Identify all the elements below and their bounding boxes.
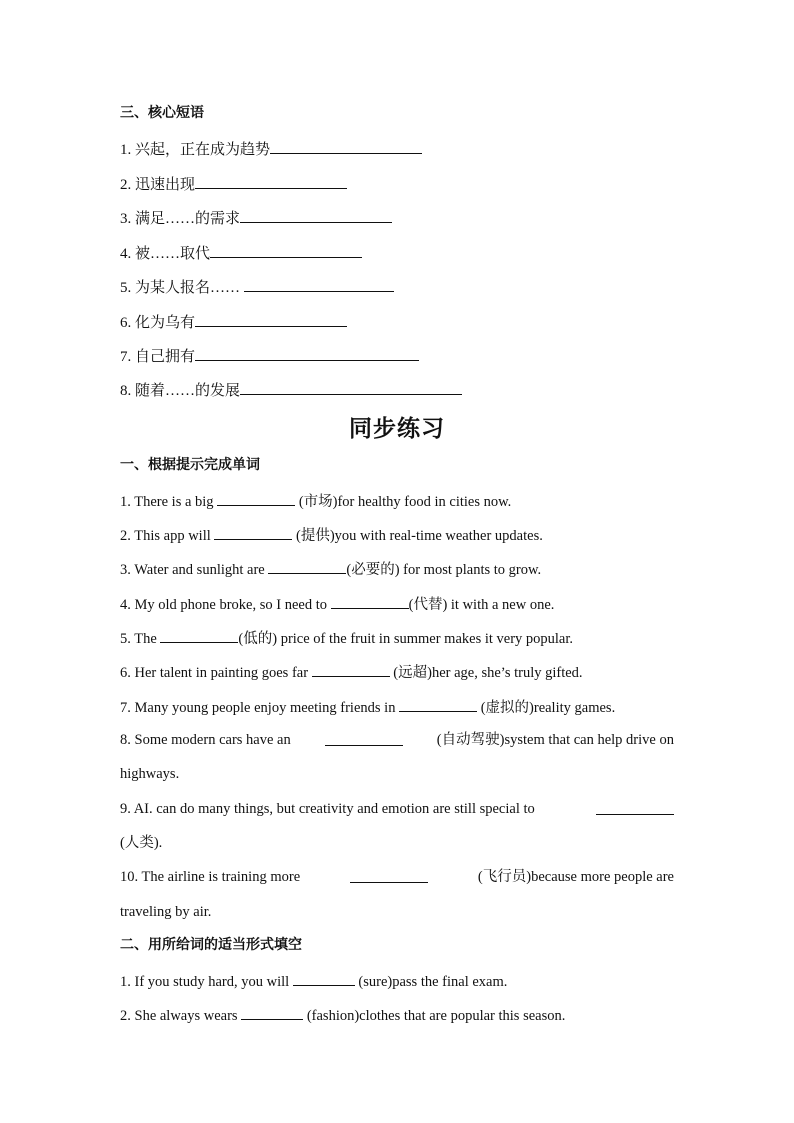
- exercise-item: [120, 971, 507, 991]
- answer-blank[interactable]: [399, 697, 477, 712]
- exercise-item: [120, 662, 583, 682]
- answer-blank[interactable]: [195, 174, 347, 189]
- phrase-text: 6. 化为乌有: [120, 315, 196, 331]
- phrase-item: [120, 174, 347, 194]
- question-text: (提供)you with real-time weather updates.: [296, 528, 543, 544]
- answer-blank[interactable]: [195, 312, 347, 327]
- page-title: 同步练习: [349, 416, 445, 442]
- question-text: (虚拟的)reality games.: [480, 700, 616, 716]
- answer-blank[interactable]: [217, 491, 295, 506]
- question-text: (fashion)clothes that are popular this season.: [306, 1008, 566, 1024]
- question-text: (sure)pass the final exam.: [358, 974, 508, 990]
- question-text: (低的) price of the fruit in summer makes it very popular.: [238, 631, 574, 647]
- question-text: 8. Some modern cars have an: [120, 732, 291, 748]
- section-heading-word-completion: 一、根据提示完成单词: [120, 457, 260, 473]
- phrase-text: 2. 迅速出现: [120, 177, 196, 193]
- phrase-item: [120, 139, 422, 159]
- exercise-item: [120, 525, 543, 545]
- phrase-item: [120, 243, 362, 263]
- phrase-item: [120, 277, 394, 297]
- exercise-item: [120, 559, 541, 579]
- question-text: 1. There is a big: [120, 494, 214, 510]
- question-text: 7. Many young people enjoy meeting friends in: [120, 700, 396, 716]
- question-text: (市场)for healthy food in cities now.: [298, 494, 512, 510]
- question-text: (远超)her age, she’s truly gifted.: [393, 665, 583, 681]
- question-text: 5. The: [120, 631, 157, 647]
- question-text: 4. My old phone broke, so I need to: [120, 597, 327, 613]
- phrase-item: [120, 312, 347, 332]
- question-text: 1. If you study hard, you will: [120, 974, 290, 990]
- phrase-text: 5. 为某人报名……: [120, 280, 241, 296]
- exercise-item: [120, 800, 674, 818]
- question-text: 9. AI. can do many things, but creativity and emotion are still special to: [120, 801, 535, 817]
- exercise-item: [120, 628, 573, 648]
- exercise-item: [120, 731, 674, 749]
- exercise-continuation: (人类).: [120, 835, 163, 851]
- answer-blank[interactable]: [331, 594, 409, 609]
- answer-blank[interactable]: [268, 559, 346, 574]
- question-text: 2. She always wears: [120, 1008, 238, 1024]
- answer-blank[interactable]: [241, 1005, 303, 1020]
- question-text: 6. Her talent in painting goes far: [120, 665, 309, 681]
- exercise-item: [120, 594, 554, 614]
- answer-blank[interactable]: [160, 628, 238, 643]
- exercise-item: [120, 1005, 565, 1025]
- answer-blank[interactable]: [596, 800, 674, 815]
- exercise-continuation: highways.: [120, 766, 180, 782]
- exercise-item: [120, 868, 674, 886]
- exercise-item: [120, 491, 511, 511]
- question-text: (飞行员)because more people are: [477, 869, 674, 885]
- answer-blank[interactable]: [240, 208, 392, 223]
- phrase-text: 1. 兴起，正在成为趋势: [120, 142, 271, 158]
- phrase-text: 7. 自己拥有: [120, 349, 196, 365]
- answer-blank[interactable]: [325, 731, 403, 746]
- phrase-item: [120, 208, 392, 228]
- question-text: (代替) it with a new one.: [408, 597, 555, 613]
- answer-blank[interactable]: [350, 868, 428, 883]
- answer-blank[interactable]: [312, 662, 390, 677]
- answer-blank[interactable]: [195, 346, 419, 361]
- exercise-continuation: traveling by air.: [120, 904, 212, 920]
- answer-blank[interactable]: [210, 243, 362, 258]
- exercise-item: [120, 697, 615, 717]
- phrase-item: [120, 346, 419, 366]
- section-heading-core-phrases: 三、核心短语: [120, 105, 204, 121]
- phrase-text: 8. 随着……的发展: [120, 383, 241, 399]
- answer-blank[interactable]: [270, 139, 422, 154]
- answer-blank[interactable]: [240, 380, 462, 395]
- question-text: (必要的) for most plants to grow.: [346, 562, 542, 578]
- question-text: 10. The airline is training more: [120, 869, 301, 885]
- phrase-item: [120, 380, 462, 400]
- answer-blank[interactable]: [293, 971, 355, 986]
- question-text: 2. This app will: [120, 528, 211, 544]
- question-text: (自动驾驶)system that can help drive on: [436, 732, 674, 748]
- answer-blank[interactable]: [244, 277, 394, 292]
- section-heading-word-forms: 二、用所给词的适当形式填空: [120, 937, 302, 953]
- phrase-text: 3. 满足……的需求: [120, 211, 241, 227]
- answer-blank[interactable]: [214, 525, 292, 540]
- question-text: 3. Water and sunlight are: [120, 562, 265, 578]
- phrase-text: 4. 被……取代: [120, 246, 211, 262]
